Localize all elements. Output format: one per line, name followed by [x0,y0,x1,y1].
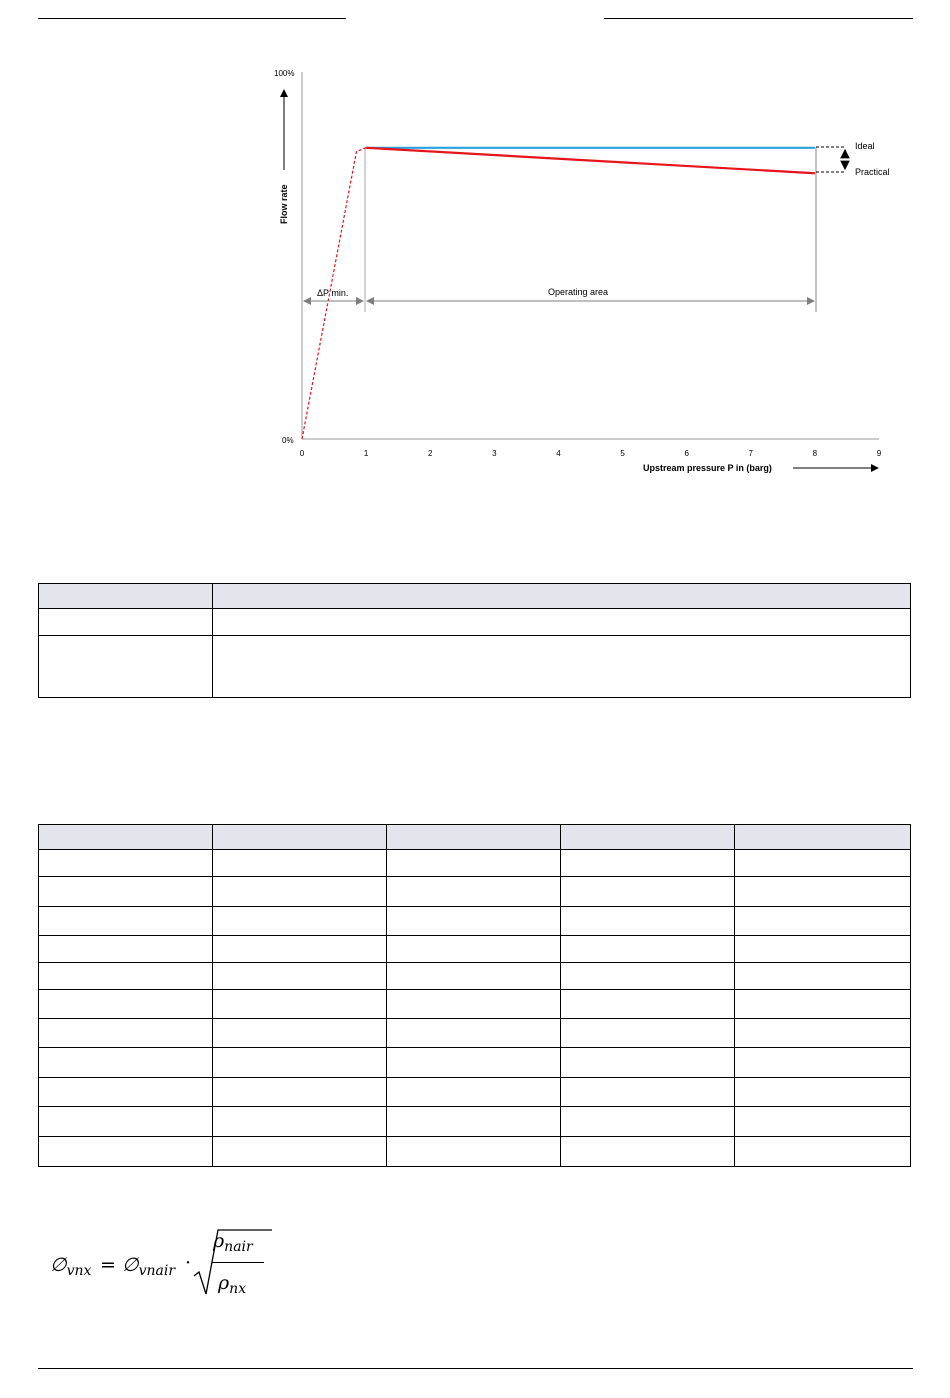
table-1-cell [39,636,213,698]
table-2-cell [39,1078,213,1107]
table-2-cell [39,936,213,963]
formula-dot: · [185,1252,192,1274]
table-2-cell [39,877,213,907]
table-2-cell [213,877,387,907]
table-2-cell [213,1137,387,1167]
dp-min-label: ΔP min. [317,288,349,298]
table-2-cell [213,1048,387,1078]
table-2-cell [387,1078,561,1107]
table-2-cell [387,936,561,963]
table-2 [38,824,911,1167]
x-axis-label: Upstream pressure P in (barg) [643,463,772,473]
formula-equals: = [100,1254,116,1276]
table-2-cell [735,1048,911,1078]
table-2-cell [561,963,735,990]
table-2-cell [561,1019,735,1048]
table-2-cell [387,1019,561,1048]
table-row [39,850,911,877]
table-2-cell [39,1107,213,1137]
table-row [39,1107,911,1137]
table-row [39,990,911,1019]
table-2-cell [213,907,387,936]
table-2-header-cell [387,825,561,850]
table-2-cell [387,850,561,877]
y-axis-label: Flow rate [279,184,289,224]
table-row [39,877,911,907]
table-2-header-cell [39,825,213,850]
table-2-cell [561,877,735,907]
table-1-cell [39,609,213,636]
table-2-cell [561,907,735,936]
table-1-cell [213,636,911,698]
x-tick-label: 4 [556,449,561,458]
table-2-header-cell [213,825,387,850]
x-tick-labels [300,449,882,458]
table-2-cell [213,1107,387,1137]
table-2-cell [213,936,387,963]
formula-rhs: $\emptyset_{vnair}$ [122,1254,176,1279]
table-2-cell [39,1137,213,1167]
table-2-cell [561,936,735,963]
practical-label: Practical [855,167,890,177]
table-2-cell [735,1137,911,1167]
formula-lhs: $\emptyset_{vnx}$ [50,1254,92,1279]
flow-rate-chart [0,0,950,500]
table-row [39,936,911,963]
table-2-cell [387,963,561,990]
table-2-cell [561,850,735,877]
table-row [39,1048,911,1078]
table-2-cell [735,936,911,963]
table-2-cell [735,1078,911,1107]
table-1 [38,583,911,698]
table-2-cell [387,1048,561,1078]
table-2-cell [735,850,911,877]
table-2-cell [213,850,387,877]
table-2-cell [387,877,561,907]
table-2-cell [213,990,387,1019]
x-tick-label: 1 [363,449,369,458]
table-row [39,907,911,936]
table-2-cell [735,1019,911,1048]
table-2-cell [561,1048,735,1078]
table-2-cell [735,877,911,907]
table-2-cell [561,1078,735,1107]
table-2-cell [387,907,561,936]
table-2-cell [39,1019,213,1048]
table-2-cell [387,1107,561,1137]
table-2-cell [213,1078,387,1107]
table-2-cell [39,850,213,877]
table-2-cell [561,1107,735,1137]
x-tick-label: 2 [427,449,433,458]
formula-denominator: $\rho_{nx}$ [218,1272,247,1297]
table-2-header-cell [561,825,735,850]
table-2-cell [735,963,911,990]
x-tick-label: 6 [684,449,689,458]
table-1-cell [213,609,911,636]
operating-area-label: Operating area [548,287,609,297]
table-row [39,1078,911,1107]
table-2-cell [213,1019,387,1048]
x-tick-label: 9 [876,449,882,458]
formula-numerator: $\rho_{nair}$ [213,1230,253,1255]
table-2-cell [387,1137,561,1167]
table-2-cell [561,1137,735,1167]
table-2-cell [213,963,387,990]
footer-rule [38,1368,913,1369]
ideal-label: Ideal [855,141,875,151]
table-2-cell [39,1048,213,1078]
table-row [39,1019,911,1048]
table-row [39,963,911,990]
y-tick-bottom: 0% [282,436,294,445]
y-tick-top: 100% [274,69,295,78]
table-2-cell [39,990,213,1019]
table-2-cell [561,990,735,1019]
x-tick-label: 0 [299,449,305,458]
x-tick-label: 3 [492,449,497,458]
x-tick-label: 5 [620,449,625,458]
table-2-cell [39,907,213,936]
table-2-cell [735,1107,911,1137]
fraction-bar [212,1262,264,1263]
table-1-header-cell [39,584,213,609]
table-2-cell [735,907,911,936]
x-tick-label: 7 [748,449,754,458]
table-2-cell [39,963,213,990]
table-row [39,1137,911,1167]
table-2-cell [387,990,561,1019]
flow-conversion-formula [50,1226,290,1306]
series-line-practical [366,148,815,173]
table-1-header-cell [213,584,911,609]
table-2-header-cell [735,825,911,850]
x-tick-label: 8 [812,449,818,458]
table-2-cell [735,990,911,1019]
